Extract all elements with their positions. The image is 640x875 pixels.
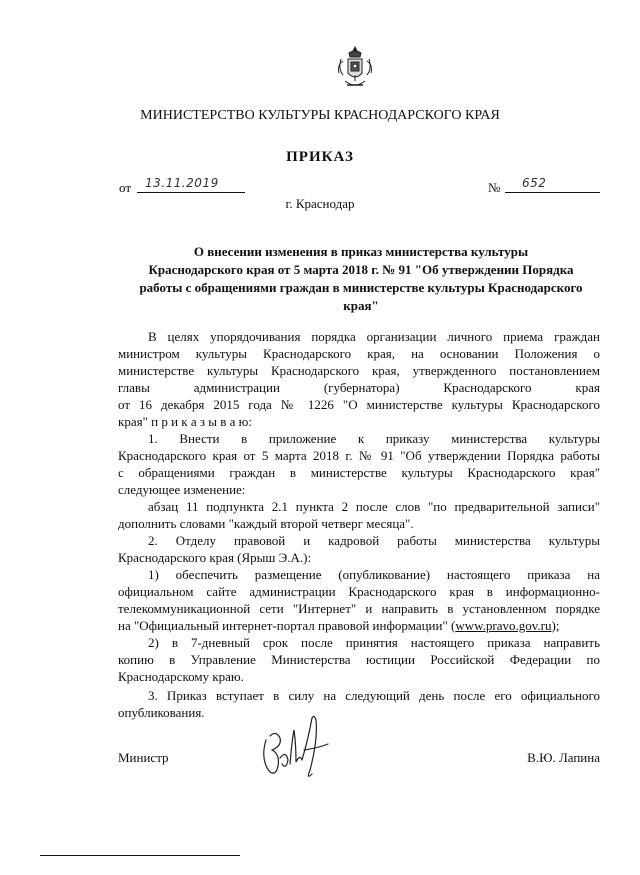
pravo-gov-link[interactable]: www.pravo.gov.ru [455,618,552,633]
signatory-position: Министр [118,750,169,765]
item1-line-1: 1. Внести в приложение к приказу министерства культуры [148,431,600,446]
intro-line-5: от 16 декабря 2015 года № 1226 "О министерстве культуры Краснодарского [118,397,600,412]
item2-2-line-1: 2) в 7-дневный срок после принятия настоящего приказа направить [148,635,600,650]
intro-line-2: министром культуры Краснодарского края, на основании Положения о [118,346,600,361]
intro-line-4: главы администрации (губернатора) Краснодарского края [118,380,600,395]
number-prefix: № [488,180,501,195]
footer-divider [40,855,240,856]
intro-line-6: края" п р и к а з ы в а ю: [118,414,252,429]
title-line-2: Краснодарского края от 5 марта 2018 г. № 91 "Об утверждении Порядка [148,262,574,277]
item2-1-line-4-text: на "Официальный интернет-портал правовой информации" ( [118,618,456,633]
item2-1-line-4 [118,618,559,633]
item1-sub-line-2: дополнить словами "каждый второй четверг месяца". [118,516,414,531]
item1-line-4: следующее изменение: [118,482,246,497]
ministry-name: МИНИСТЕРСТВО КУЛЬТУРЫ КРАСНОДАРСКОГО КРАЯ [140,108,500,123]
item2-line-2: Краснодарского края (Ярыш Э.А.): [118,550,312,565]
item2-1-line-1: 1) обеспечить размещение (опубликование) настоящего приказа на [148,567,600,582]
intro-line-1: В целях упорядочивания порядка организации личного приема граждан [148,329,600,344]
item2-1-line-3: телекоммуникационной сети "Интернет" и направить в установленном порядке [118,601,600,616]
item2-2-line-3: Краснодарскому краю. [118,669,244,684]
item2-line-1: 2. Отделу правовой и кадровой работы министерства культуры [148,533,600,548]
title-line-3: работы с обращениями граждан в министерстве культуры Краснодарского [139,280,583,295]
title-line-1: О внесении изменения в приказ министерства культуры [193,244,529,259]
item3-line-2: опубликования. [118,705,205,720]
item1-line-2: Краснодарского края от 5 марта 2018 г. № 91 "Об утверждении Порядка работы [118,448,600,463]
document-type: ПРИКАЗ [286,149,354,165]
number-underline [505,192,600,193]
signatory-name: В.Ю. Лапина [527,750,600,765]
intro-line-3: министерстве культуры Краснодарского края, утвержденного постановлением [118,363,600,378]
title-line-4: края" [343,298,379,313]
city: г. Краснодар [285,196,355,211]
item1-line-3: с обращениями граждан в министерстве культуры Краснодарского края" [118,465,600,480]
date-underline [137,192,245,193]
coat-of-arms-icon [335,45,375,91]
number-value: 652 [522,176,547,190]
date-prefix: от [119,180,132,195]
item3-line-1: 3. Приказ вступает в силу на следующий день после его официального [148,688,600,703]
item1-sub-line-1: абзац 11 подпункта 2.1 пункта 2 после слов "по предварительной записи" [148,499,600,514]
date-value: 13.11.2019 [145,176,219,190]
handwritten-signature [256,710,336,780]
item2-1-line-2: официальном сайте администрации Краснодарского края в информационно- [118,584,600,599]
item2-1-line-4-tail: ); [551,618,560,633]
item2-2-line-2: копию в Управление Министерства юстиции Российской Федерации по [118,652,600,667]
